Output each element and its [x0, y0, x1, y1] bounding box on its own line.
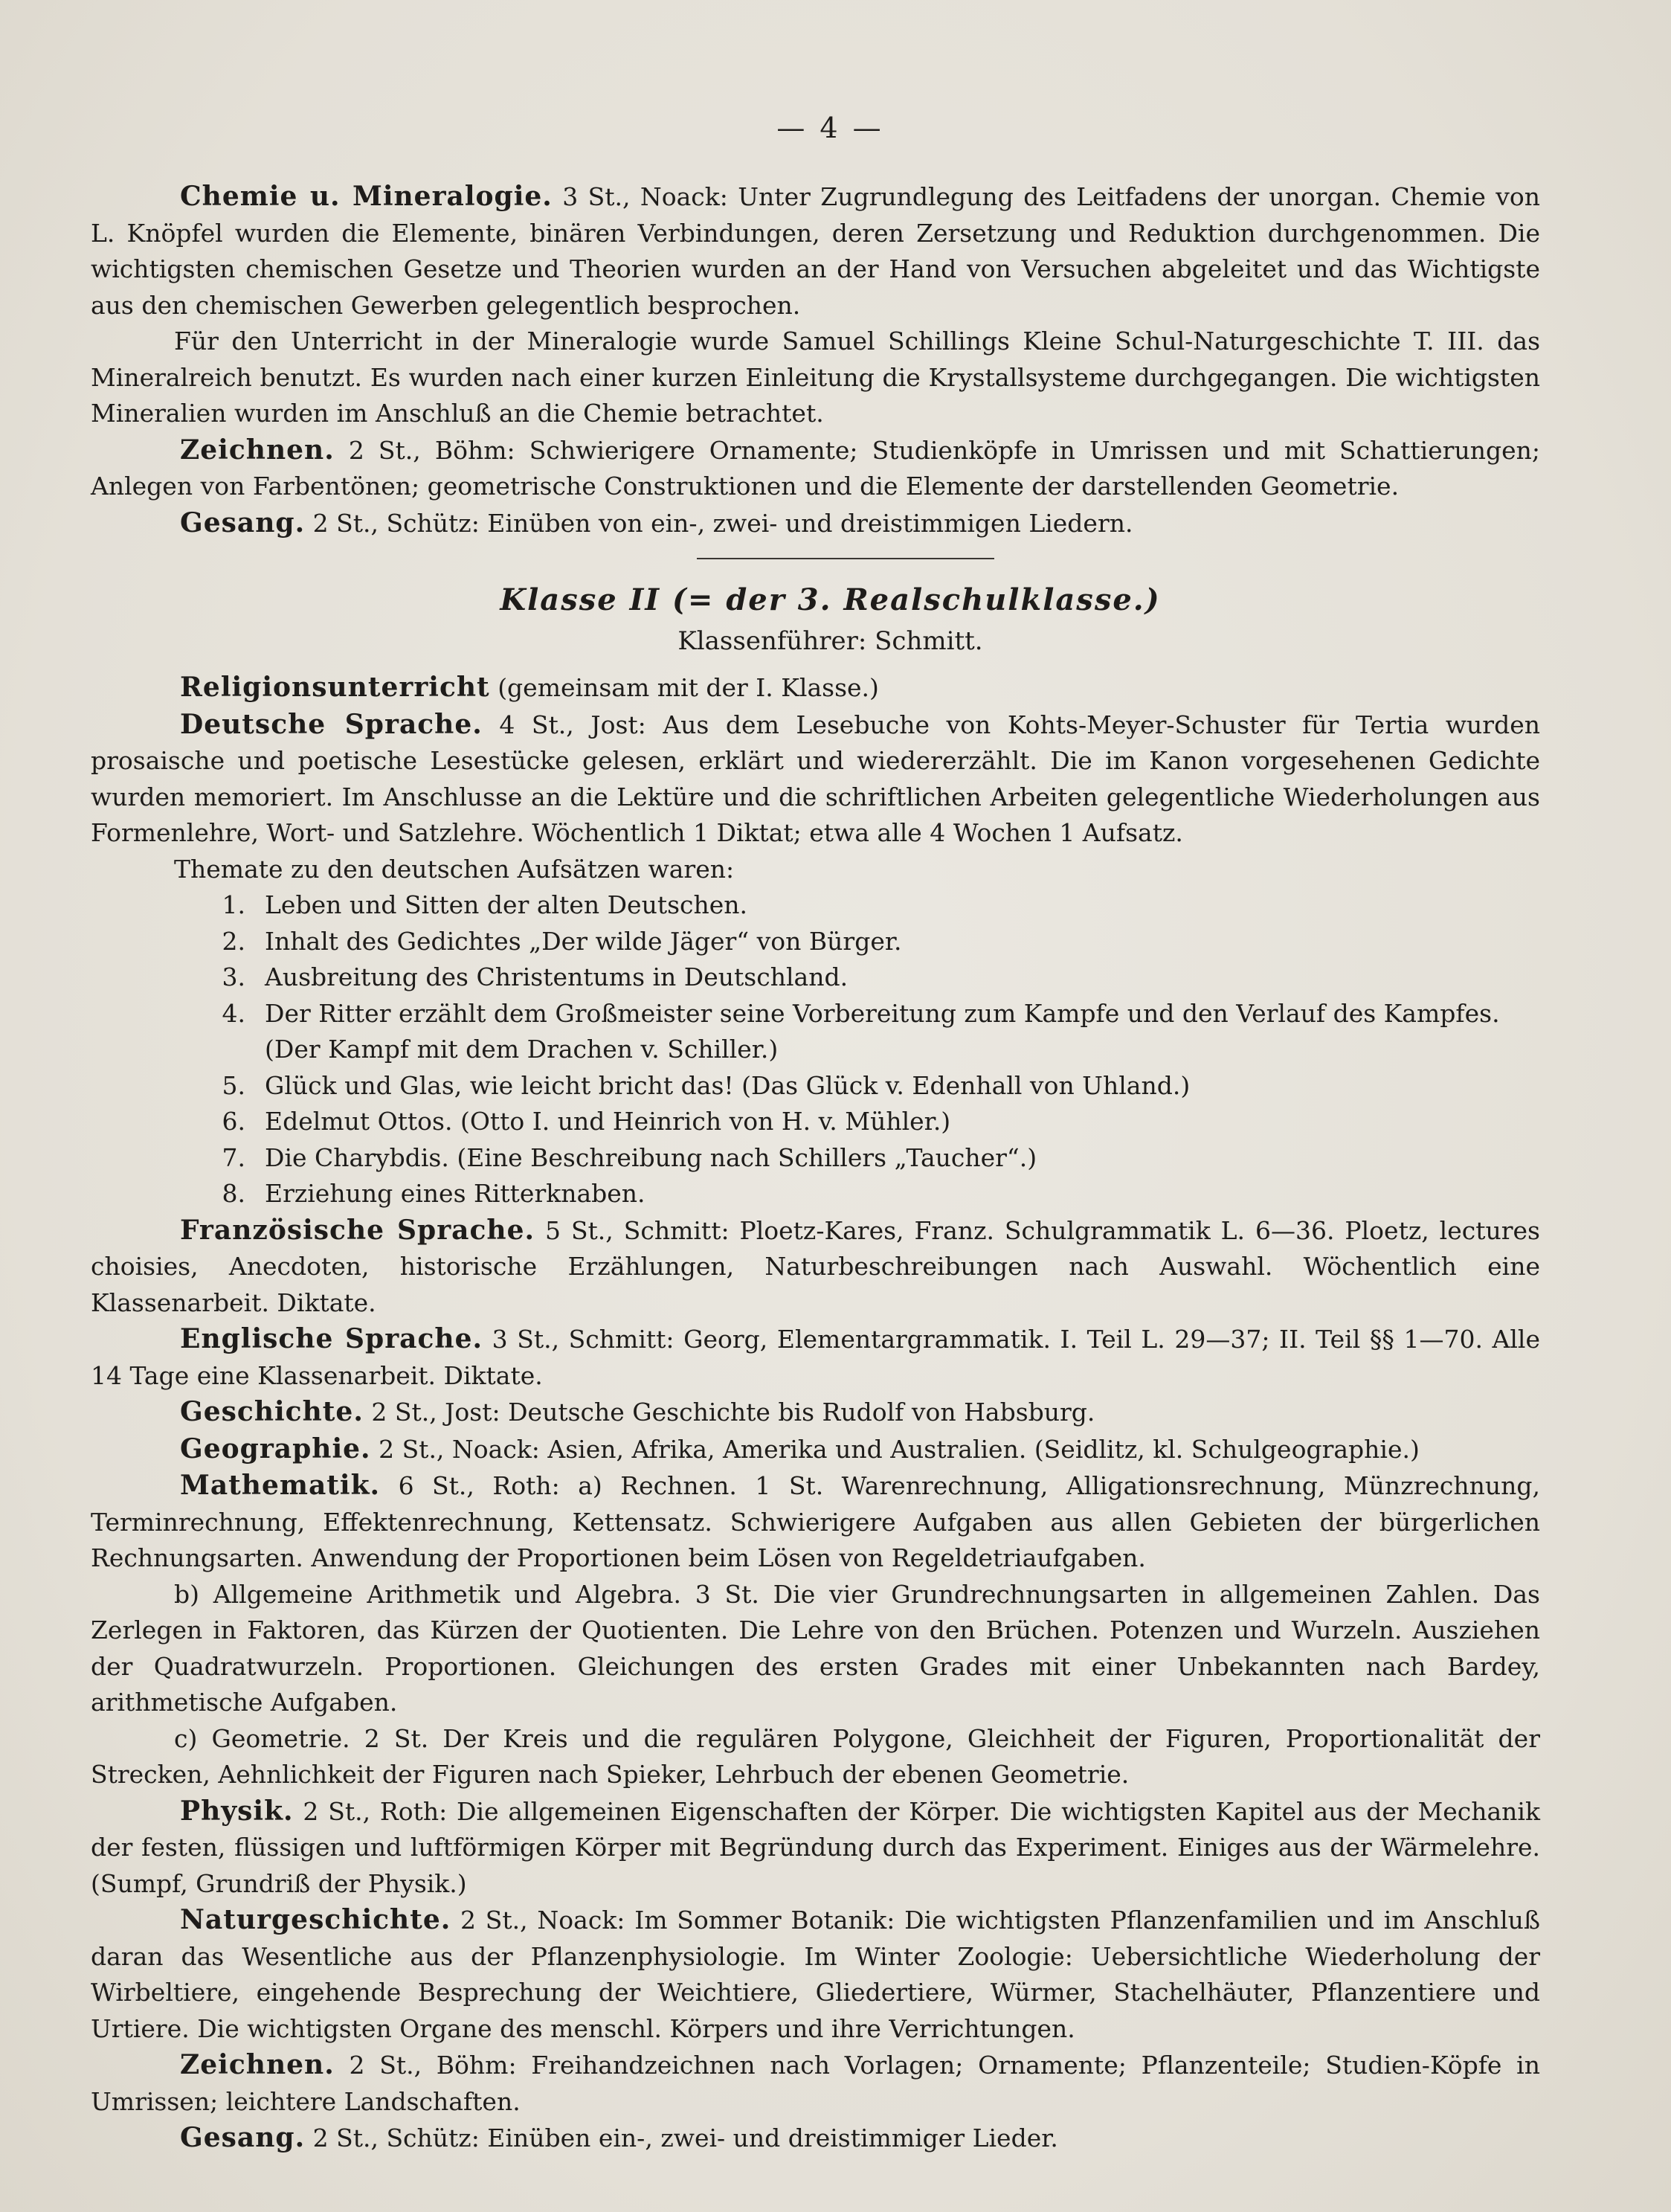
mathematik-paragraph — [91, 1467, 1540, 1577]
themes-intro: Themate zu den deutschen Aufsätzen waren: — [174, 854, 735, 884]
list-item-text: Ausbreitung des Christentums in Deutschland. — [265, 962, 849, 991]
deutsch-text: 4 St., Jost: Aus dem Lesebuche von Kohts-Meyer-Schuster für Tertia wurden prosaische und poetische Lesestücke gelesen, erklärt und wiedererzählt. Die im Kanon vorgesehenen Gedichte wurden memoriert. Im Anschlusse an die Lektüre und die schriftlichen Arbeiten gelegentliche Wiederholungen aus Formenlehre, Wort- und Satzlehre. Wöchentlich 1 Diktat; etwa alle 4 Wochen 1 Aufsatz. — [91, 710, 1540, 847]
zeichnen-text-2: 2 St., Böhm: Freihandzeichnen nach Vorlagen; Ornamente; Pflanzenteile; Studien-Köpfe in Umrissen; leichtere Landschaften. — [91, 2051, 1540, 2116]
mathematik-algebra-paragraph: b) Allgemeine Arithmetik und Algebra. 3 St. Die vier Grundrechnungsarten in allgemeinen Zahlen. Das Zerlegen in Faktoren, das Kürzen der Quotienten. Die Lehre von den Brüchen. Potenzen und Wurzeln. Ausziehen der Quadratwurzeln. Proportionen. Gleichungen des ersten Grades mit einer Unbekannten nach Bardey, arithmetische Aufgaben. — [91, 1579, 1540, 1717]
mineralogie-paragraph: Für den Unterricht in der Mineralogie wurde Samuel Schillings Kleine Schul-Naturgeschichte T. III. das Mineralreich benutzt. Es wurden nach einer kurzen Einleitung die Krystallsysteme durchgegangen. Die wichtigsten Mineralien wurden im Anschluß an die Chemie betrachtet. — [91, 327, 1540, 428]
mathematik-text-a: 6 St., Roth: a) Rechnen. 1 St. Warenrechnung, Alligationsrechnung, Münzrechnung, Terminrechnung, Effektenrechnung, Kettensatz. Schwierigere Aufgaben aus allen Gebieten der bürgerlichen Rechnungsarten. Anwendung der Proportionen beim Lösen von Regeldetriaufgaben. — [91, 1471, 1540, 1572]
religion-text: (gemeinsam mit der I. Klasse.) — [498, 673, 879, 702]
klasse-title: Klasse II (= der 3. Realschulklasse.) — [500, 582, 1161, 617]
mathematik-heading: Mathematik. — [180, 1470, 381, 1501]
list-item-text: Der Ritter erzählt dem Großmeister seine Vorbereitung zum Kampfe und den Verlauf des Kampfes. (Der Kampf mit dem Drachen v. Schiller.) — [265, 998, 1500, 1064]
list-item — [208, 924, 1540, 960]
list-item-number: 8. — [222, 1179, 245, 1208]
list-item — [208, 1104, 1540, 1140]
zeichnen-paragraph-1 — [91, 432, 1540, 505]
list-item-number: 1. — [222, 890, 245, 919]
religion-paragraph — [91, 669, 1540, 707]
list-item-number: 6. — [222, 1107, 245, 1136]
gesang-text-2: 2 St., Schütz: Einüben ein-, zwei- und dreistimmiger Lieder. — [312, 2123, 1058, 2152]
geschichte-text: 2 St., Jost: Deutsche Geschichte bis Rudolf von Habsburg. — [371, 1398, 1095, 1427]
naturgeschichte-heading: Naturgeschichte. — [180, 1904, 451, 1935]
geographie-heading: Geographie. — [180, 1433, 371, 1465]
list-item — [208, 959, 1540, 996]
gesang-text-1: 2 St., Schütz: Einüben von ein-, zwei- und dreistimmigen Liedern. — [312, 508, 1133, 538]
list-item — [208, 996, 1540, 1068]
franzoesisch-heading: Französische Sprache. — [180, 1214, 535, 1246]
list-item-text: Edelmut Ottos. (Otto I. und Heinrich von H. v. Mühler.) — [265, 1107, 951, 1136]
chemie-heading: Chemie u. Mineralogie. — [180, 181, 553, 212]
section-divider — [697, 558, 994, 559]
zeichnen-text-1: 2 St., Böhm: Schwierigere Ornamente; Studienköpfe in Umrissen und mit Schattierungen; Anlegen von Farbentönen; geometrische Construktionen und die Elemente der darstellenden Geometrie. — [91, 435, 1540, 501]
gesang-paragraph-2 — [91, 2120, 1540, 2157]
deutsch-heading: Deutsche Sprache. — [180, 708, 483, 740]
gesang-paragraph-1 — [91, 505, 1540, 542]
chemie-paragraph — [91, 179, 1540, 324]
naturgeschichte-paragraph — [91, 1902, 1540, 2047]
list-item-text: Erziehung eines Ritterknaben. — [265, 1179, 645, 1208]
list-item-text: Glück und Glas, wie leicht bricht das! (Das Glück v. Edenhall von Uhland.) — [265, 1070, 1191, 1100]
geschichte-heading: Geschichte. — [180, 1396, 364, 1427]
list-item-text: Die Charybdis. (Eine Beschreibung nach Schillers „Taucher“.) — [265, 1142, 1037, 1172]
religion-heading: Religionsunterricht — [180, 672, 490, 703]
themes-list — [91, 887, 1540, 1212]
naturgeschichte-text: 2 St., Noack: Im Sommer Botanik: Die wichtigsten Pflanzenfamilien und im Anschluß daran das Wesentliche aus der Pflanzenphysiologie. Im Winter Zoologie: Uebersichtliche Wiederholung der Wirbeltiere, eingehende Besprechung der Weichtiere, Gliedertiere, Würmer, Stachelhäuter, Pflanzentiere und Urtiere. Die wichtigsten Organe des menschl. Körpers und ihre Verrichtungen. — [91, 1906, 1540, 2043]
gesang-heading-1: Gesang. — [180, 507, 306, 538]
list-item-number: 2. — [222, 926, 245, 956]
franzoesisch-text: 5 St., Schmitt: Ploetz-Kares, Franz. Schulgrammatik L. 6—36. Ploetz, lectures choisies, Anecdoten, historische Erzählungen, Naturbeschreibungen nach Auswahl. Wöchentlich eine Klassenarbeit. Diktate. — [91, 1215, 1540, 1317]
list-item-number: 7. — [222, 1142, 245, 1172]
list-item — [208, 1068, 1540, 1105]
list-item — [208, 1140, 1540, 1177]
chemie-text: 3 St., Noack: Unter Zugrundlegung des Leitfadens der unorgan. Chemie von L. Knöpfel wurden die Elemente, binären Verbindungen, deren Zersetzung und Reduktion durchgenommen. Die wichtigsten chemischen Gesetze und Theorien wurden an der Hand von Versuchen abgeleitet und das Wichtigste aus den chemischen Gewerben gelegentlich besprochen. — [91, 182, 1540, 320]
list-item — [208, 887, 1540, 924]
list-item-number: 4. — [222, 998, 245, 1028]
zeichnen-heading-1: Zeichnen. — [180, 434, 335, 466]
physik-text: 2 St., Roth: Die allgemeinen Eigenschaften der Körper. Die wichtigsten Kapitel aus der Mechanik der festen, flüssigen und luftförmigen Körper mit Begründung durch das Experiment. Einiges aus der Wärmelehre. (Sumpf, Grundriß der Physik.) — [91, 1796, 1540, 1898]
geschichte-paragraph — [91, 1394, 1540, 1431]
mathematik-geometrie-paragraph: c) Geometrie. 2 St. Der Kreis und die regulären Polygone, Gleichheit der Figuren, Proportionalität der Strecken, Aehnlichkeit der Figuren nach Spieker, Lehrbuch der ebenen Geometrie. — [91, 1723, 1540, 1789]
geographie-paragraph — [91, 1431, 1540, 1468]
physik-paragraph — [91, 1793, 1540, 1903]
englisch-heading: Englische Sprache. — [180, 1323, 483, 1354]
list-item-text: Leben und Sitten der alten Deutschen. — [265, 890, 748, 919]
gesang-heading-2: Gesang. — [180, 2122, 306, 2153]
page-number: — 4 — — [776, 112, 884, 144]
englisch-text: 3 St., Schmitt: Georg, Elementargrammatik. I. Teil L. 29—37; II. Teil §§ 1—70. Alle 14 Tage eine Klassenarbeit. Diktate. — [91, 1325, 1540, 1390]
list-item-number: 3. — [222, 962, 245, 991]
list-item-number: 5. — [222, 1070, 245, 1100]
list-item — [208, 1176, 1540, 1212]
zeichnen-paragraph-2 — [91, 2047, 1540, 2120]
franzoesisch-paragraph — [91, 1212, 1540, 1322]
klassenfuehrer: Klassenführer: Schmitt. — [677, 626, 983, 656]
list-item-text: Inhalt des Gedichtes „Der wilde Jäger“ von Bürger. — [265, 926, 902, 956]
zeichnen-heading-2: Zeichnen. — [180, 2049, 335, 2080]
geographie-text: 2 St., Noack: Asien, Afrika, Amerika und Australien. (Seidlitz, kl. Schulgeographie.) — [379, 1434, 1420, 1464]
englisch-paragraph — [91, 1321, 1540, 1394]
deutsch-paragraph — [91, 707, 1540, 852]
physik-heading: Physik. — [180, 1795, 294, 1827]
